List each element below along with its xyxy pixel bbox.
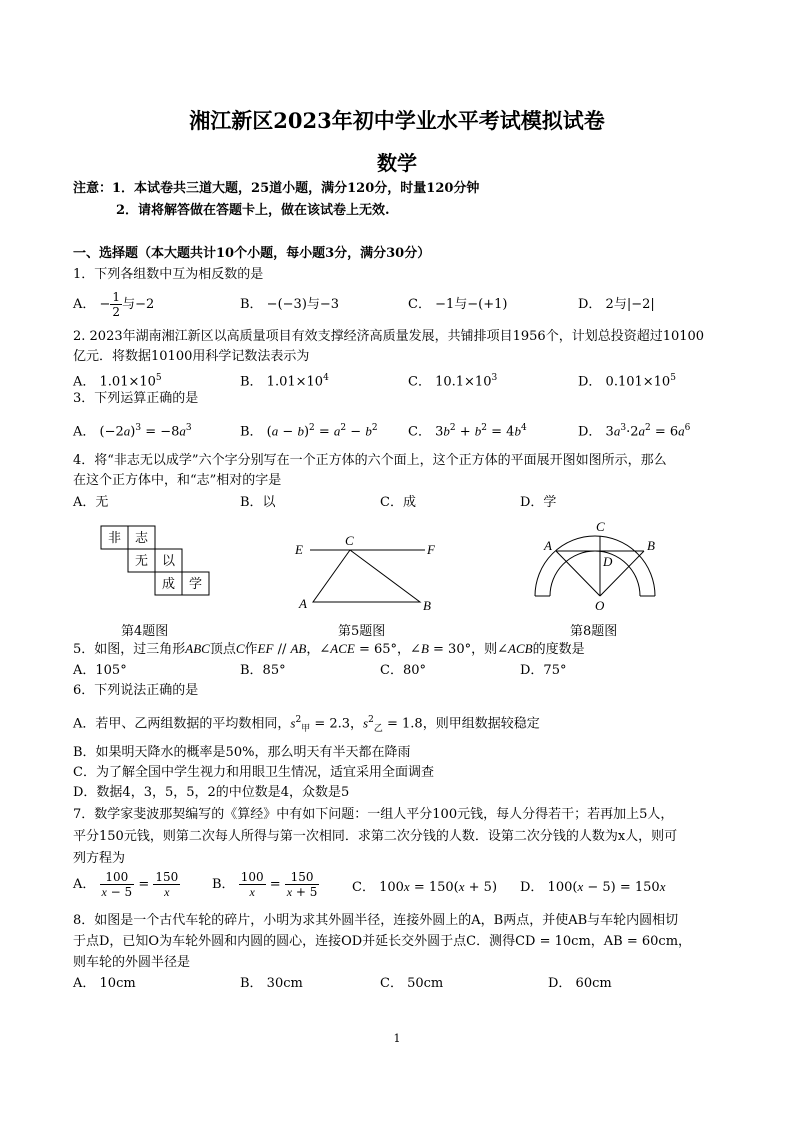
net-char-3: 无: [134, 553, 149, 568]
q7-stem-1: 7．数学家斐波那契编写的《算经》中有如下问题：一组人平分100元钱，每人分得若干；若再加上5人，: [73, 807, 674, 822]
net-char-1: 非: [107, 530, 122, 545]
q1-option-b: B． −(−3)与−3: [240, 297, 340, 312]
q2-stem-2: 亿元．将数据10100用科学记数法表示为: [73, 349, 310, 364]
q6-option-a: A．若甲、乙两组数据的平均数相同，$s^2_甲 = 2.3$，$s^2_乙 = 1.8$，则甲组数据较稳定: [73, 715, 540, 734]
label-d-8: D: [603, 554, 613, 569]
net-char-5: 成: [161, 576, 176, 591]
q6-option-b: B．如果明天降水的概率是50%，那么明天有半天都在降雨: [73, 745, 411, 760]
q7-stem-3: 列方程为: [73, 851, 126, 866]
q4-option-c: C．成: [380, 495, 416, 510]
q8-stem-3: 则车轮的外圆半径是: [73, 955, 191, 970]
figure-5-caption: 第5题图: [338, 624, 386, 639]
q2-stem-1: 2. 2023年湖南湘江新区以高质量项目有效支撑经济高质量发展，共铺排项目1956个，计划总投资超过10100: [73, 329, 705, 344]
q1-option-d: D． 2与|−2|: [578, 297, 655, 312]
q8-stem-1: 8．如图是一个古代车轮的碎片，小明为求其外圆半径，连接外圆上的A，B两点，并使AB与车轮内圆相切: [73, 913, 679, 928]
q7-option-b: B． $\frac{100}{x}$ = $\frac{150}{x + 5}$: [212, 870, 318, 899]
q1-stem: 1．下列各组数中互为相反数的是: [73, 267, 264, 282]
q6-option-d: D．数据4，3，5，5，2的中位数是4，众数是5: [73, 785, 350, 800]
section-1-heading: 一、选择题（本大题共计10个小题，每小题3分，满分30分）: [73, 246, 431, 261]
q8-stem-2: 于点D，已知O为车轮外圆和内圆的圆心，连接OD并延长交外圆于点C．测得CD = 10cm，AB = 60cm，: [73, 934, 692, 949]
q2-option-d: D． $0.101\times 10^5$: [578, 373, 676, 390]
page-title: 湘江新区2023年初中学业水平考试模拟试卷: [189, 108, 605, 133]
q8-option-c: C． 50cm: [380, 976, 444, 991]
q7-stem-2: 平分150元钱，则第二次每人所得与第一次相同．求第二次分钱的人数．设第二次分钱的人数为x人，则可: [73, 829, 678, 844]
outer-arc: [535, 536, 655, 596]
q4-stem-2: 在这个正方体中，和“志”相对的字是: [73, 473, 282, 488]
q3-option-b: B． $(a - b)^2 = a^2 - b^2$: [240, 423, 378, 440]
q2-option-c: C． $10.1\times 10^3$: [408, 373, 498, 390]
q5-option-a: A．105°: [73, 663, 127, 678]
label-a: A: [299, 596, 307, 611]
q8-option-b: B． 30cm: [240, 976, 303, 991]
label-a-8: A: [544, 538, 552, 553]
q5-stem: 5．如图，过三角形ABC顶点C作EF // AB，∠ACE = 65°，∠B = 30°，则∠ACB的度数是: [73, 641, 585, 657]
figure-8-wheel: [525, 518, 665, 613]
segment-oa: [556, 551, 600, 596]
q3-option-c: C． $3b^2 + b^2 = 4b^4$: [408, 423, 527, 440]
q1-option-c: C． −1与−(+1): [408, 297, 508, 312]
q2-option-b: B． $1.01\times 10^4$: [240, 373, 329, 390]
q1-option-a: A． − $\frac{1}{2}$ 与−2: [73, 290, 155, 319]
label-b: B: [423, 598, 431, 613]
q7-option-a: A． $\frac{100}{x - 5}$ = $\frac{150}{x}$: [73, 870, 179, 899]
triangle-abc: [313, 550, 420, 602]
label-c-8: C: [596, 519, 605, 534]
q3-option-a: A． $(-2a)^3 = -8a^3$: [73, 423, 192, 440]
q3-stem: 3．下列运算正确的是: [73, 391, 199, 406]
q4-option-b: B．以: [240, 495, 276, 510]
net-char-2: 志: [134, 530, 149, 545]
note-1: 注意：1．本试卷共三道大题，25道小题，满分120分，时量120分钟: [73, 181, 480, 196]
label-c: C: [345, 533, 354, 548]
subject-title: 数学: [377, 151, 417, 175]
note-2: 2．请将解答做在答题卡上，做在该试卷上无效.: [116, 203, 390, 218]
q4-stem-1: 4．将“非志无以成学”六个字分别写在一个正方体的六个面上，这个正方体的平面展开图如图所示，那么: [73, 453, 667, 468]
figure-5-triangle: [285, 530, 445, 615]
net-char-4: 以: [161, 553, 176, 568]
figure-8-caption: 第8题图: [570, 624, 618, 639]
q6-stem: 6．下列说法正确的是: [73, 683, 199, 698]
q8-option-a: A． 10cm: [73, 976, 136, 991]
q8-option-d: D． 60cm: [548, 976, 612, 991]
q6-option-c: C．为了解全国中学生视力和用眼卫生情况，适宜采用全面调查: [73, 765, 434, 780]
q5-option-c: C．80°: [380, 663, 426, 678]
label-e: E: [295, 542, 303, 557]
figure-4-cube-net: [100, 525, 210, 605]
q5-option-d: D．75°: [520, 663, 567, 678]
page-number: 1: [393, 1032, 401, 1045]
net-char-6: 学: [188, 576, 203, 591]
figure-4-caption: 第4题图: [121, 624, 169, 639]
label-o-8: O: [595, 598, 605, 613]
q4-option-a: A．无: [73, 495, 109, 510]
inner-arc: [550, 551, 640, 596]
q5-option-b: B．85°: [240, 663, 286, 678]
label-f: F: [427, 542, 435, 557]
q2-option-a: A． $1.01\times 10^5$: [73, 373, 162, 390]
label-b-8: B: [647, 538, 655, 553]
q7-option-d: D． 100(x − 5) = 150x: [520, 879, 666, 895]
q7-option-c: C． 100x = 150(x + 5): [352, 879, 498, 895]
q3-option-d: D． $3a^3\cdot 2a^2 = 6a^6$: [578, 423, 691, 440]
q4-option-d: D．学: [520, 495, 557, 510]
